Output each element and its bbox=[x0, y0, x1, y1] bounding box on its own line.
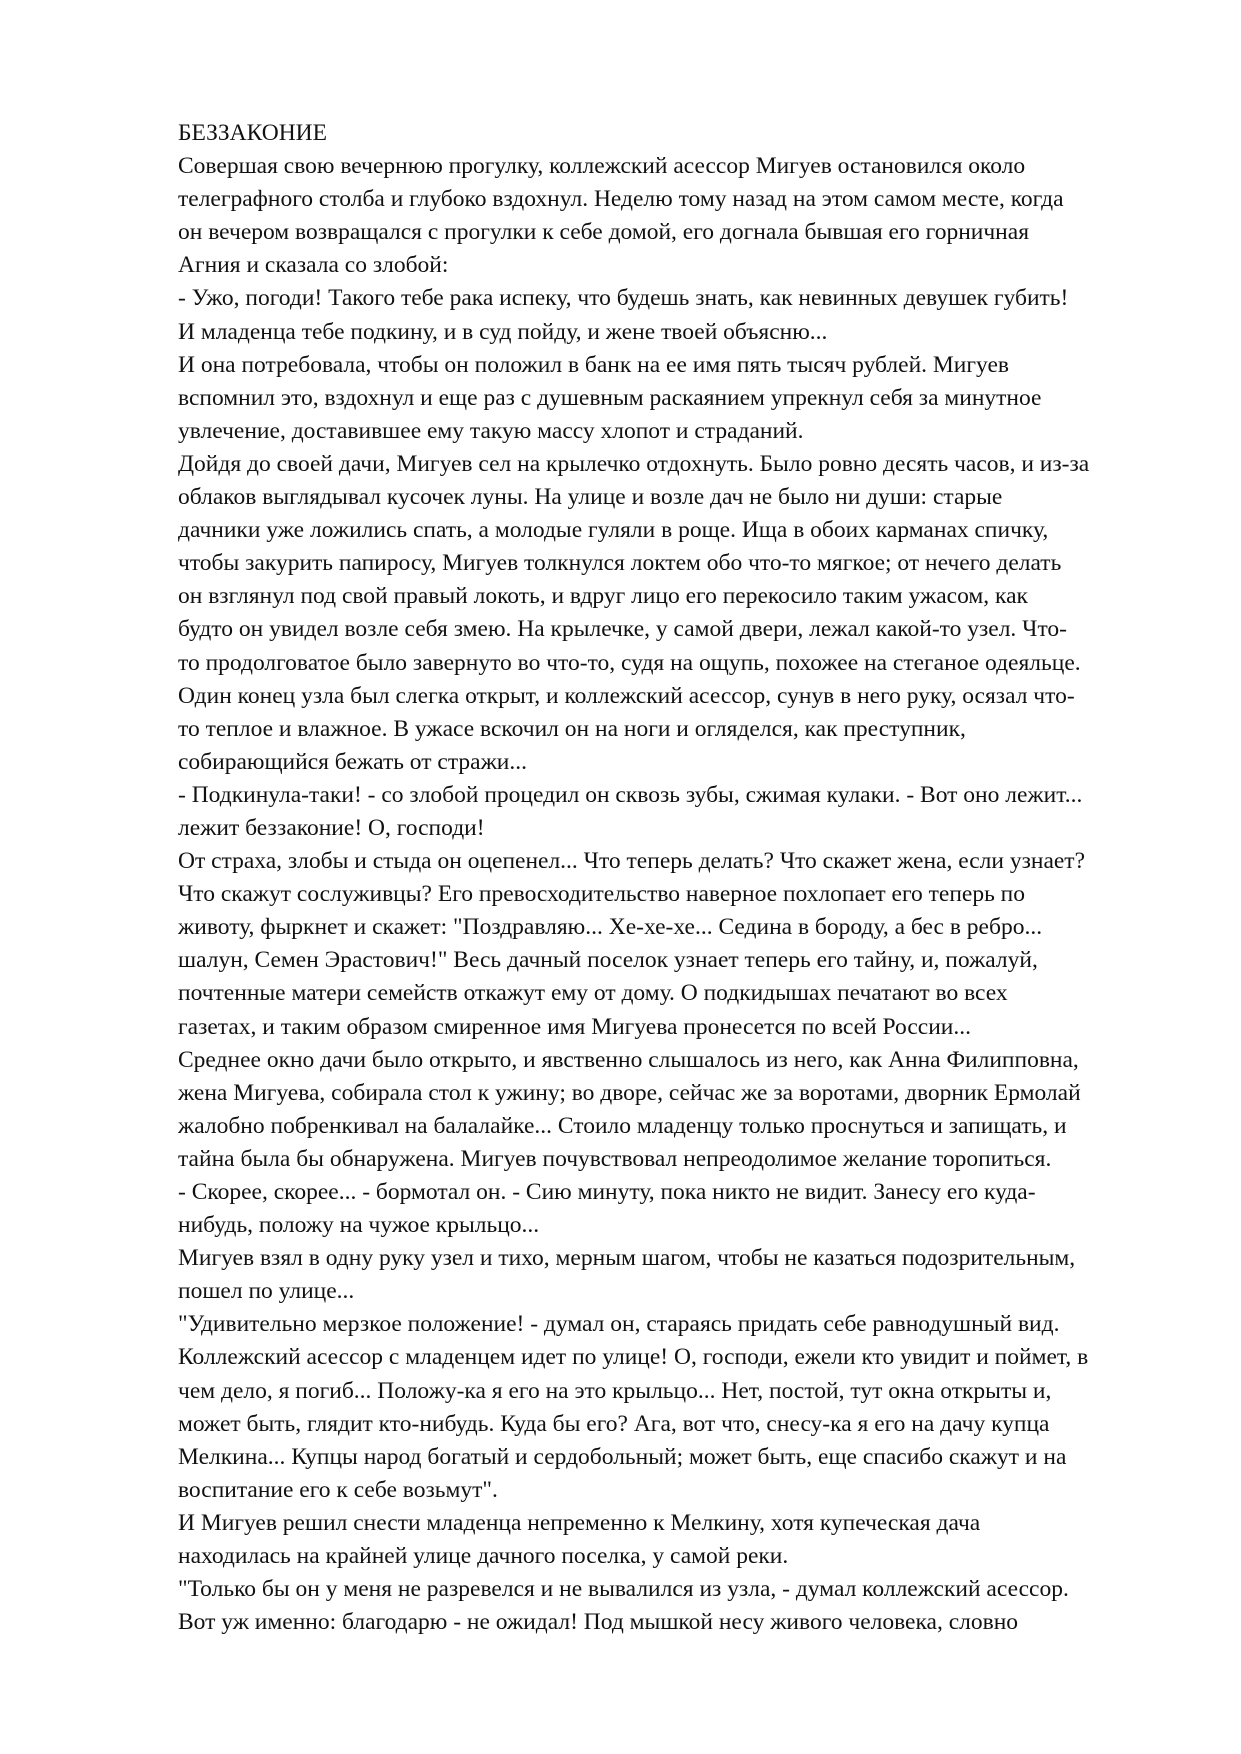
text-line: Что скажут сослуживцы? Его превосходительство наверное похлопает его теперь по bbox=[178, 881, 1025, 908]
text-line: От страха, злобы и стыда он оцепенел... Что теперь делать? Что скажет жена, если узнает? bbox=[178, 848, 1086, 875]
text-line: жалобно побренкивал на балалайке... Стоило младенцу только проснуться и запищать, и bbox=[178, 1112, 1067, 1139]
text-line: Коллежский асессор с младенцем идет по улице! О, господи, ежели кто увидит и поймет, в bbox=[178, 1344, 1089, 1371]
document-text bbox=[178, 117, 1178, 1639]
text-line: то продолговатое было завернуто во что-то, судя на ощупь, похожее на стеганое одеяльце. bbox=[178, 649, 1081, 676]
text-line: Совершая свою вечернюю прогулку, коллежский асессор Мигуев остановился около bbox=[178, 153, 1026, 180]
text-line: облаков выглядывал кусочек луны. На улице и возле дач не было ни души: старые bbox=[178, 484, 1003, 511]
text-line: "Только бы он у меня не разревелся и не вывалился из узла, - думал коллежский асессор. bbox=[178, 1576, 1069, 1603]
text-line: то теплое и влажное. В ужасе вскочил он на ноги и огляделся, как преступник, bbox=[178, 715, 966, 742]
text-line: Дойдя до своей дачи, Мигуев сел на крылечко отдохнуть. Было ровно десять часов, и из-за bbox=[178, 450, 1090, 477]
text-line: пошел по улице... bbox=[178, 1278, 355, 1305]
text-line: тайна была бы обнаружена. Мигуев почувствовал непреодолимое желание торопиться. bbox=[178, 1145, 1052, 1172]
text-line: шалун, Семен Эрастович!" Весь дачный поселок узнает теперь его тайну, и, пожалуй, bbox=[178, 947, 1038, 974]
text-line: лежит беззаконие! О, господи! bbox=[178, 814, 485, 841]
text-line: - Ужо, погоди! Такого тебе рака испеку, что будешь знать, как невинных девушек губить! bbox=[178, 285, 1069, 312]
text-line: Один конец узла был слегка открыт, и коллежский асессор, сунув в него руку, осязал что- bbox=[178, 682, 1075, 709]
text-line: газетах, и таким образом смиренное имя Мигуева пронесется по всей России... bbox=[178, 1013, 971, 1040]
text-line: почтенные матери семейств откажут ему от дому. О подкидышах печатают во всех bbox=[178, 980, 1008, 1007]
text-line: "Удивительно мерзкое положение! - думал он, стараясь придать себе равнодушный вид. bbox=[178, 1311, 1060, 1338]
text-line: собирающийся бежать от стражи... bbox=[178, 748, 528, 775]
text-line: Агния и сказала со злобой: bbox=[178, 252, 449, 279]
text-line: Среднее окно дачи было открыто, и явственно слышалось из него, как Анна Филипповна, bbox=[178, 1046, 1079, 1073]
text-line: животу, фыркнет и скажет: "Поздравляю... Хе-хе-хе... Седина в бороду, а бес в ребро... bbox=[178, 914, 1043, 941]
text-line: может быть, глядит кто-нибудь. Куда бы его? Ага, вот что, снесу-ка я его на дачу купца bbox=[178, 1410, 1050, 1437]
text-line: нибудь, положу на чужое крыльцо... bbox=[178, 1212, 540, 1239]
text-line: Мигуев взял в одну руку узел и тихо, мерным шагом, чтобы не казаться подозрительным, bbox=[178, 1245, 1076, 1272]
text-line: дачники уже ложились спать, а молодые гуляли в роще. Ища в обоих карманах спичку, bbox=[178, 517, 1049, 544]
text-line: И Мигуев решил снести младенца непременно к Мелкину, хотя купеческая дача bbox=[178, 1509, 981, 1536]
text-line: он вечером возвращался с прогулки к себе домой, его догнала бывшая его горничная bbox=[178, 219, 1030, 246]
text-line: - Подкинула-таки! - со злобой процедил он сквозь зубы, сжимая кулаки. - Вот оно лежит... bbox=[178, 781, 1083, 808]
text-line: увлечение, доставившее ему такую массу хлопот и страданий. bbox=[178, 417, 804, 444]
text-line: жена Мигуева, собирала стол к ужину; во дворе, сейчас же за воротами, дворник Ермолай bbox=[178, 1079, 1081, 1106]
text-line: вспомнил это, вздохнул и еще раз с душевным раскаянием упрекнул себя за минутное bbox=[178, 384, 1042, 411]
text-line: воспитание его к себе возьмут". bbox=[178, 1476, 498, 1503]
text-line: Мелкина... Купцы народ богатый и сердобольный; может быть, еще спасибо скажут и на bbox=[178, 1443, 1067, 1470]
text-line: - Скорее, скорее... - бормотал он. - Сию минуту, пока никто не видит. Занесу его куда- bbox=[178, 1179, 1036, 1205]
document-title: БЕЗЗАКОНИЕ bbox=[178, 120, 328, 146]
text-line: будто он увидел возле себя змею. На крылечке, у самой двери, лежал какой-то узел. Что- bbox=[178, 616, 1067, 643]
text-line: чем дело, я погиб... Положу-ка я его на это крыльцо... Нет, постой, тут окна открыты и, bbox=[178, 1377, 1052, 1404]
document-body bbox=[178, 150, 1178, 1639]
text-line: он взглянул под свой правый локоть, и вдруг лицо его перекосило таким ужасом, как bbox=[178, 583, 1028, 610]
text-line: И младенца тебе подкину, и в суд пойду, и жене твоей объясню... bbox=[178, 318, 828, 345]
text-line: чтобы закурить папиросу, Мигуев толкнулся локтем обо что-то мягкое; от нечего делать bbox=[178, 550, 1062, 577]
text-line: находилась на крайней улице дачного поселка, у самой реки. bbox=[178, 1543, 789, 1570]
text-line: телеграфного столба и глубоко вздохнул. Неделю тому назад на этом самом месте, когда bbox=[178, 186, 1064, 213]
text-line: И она потребовала, чтобы он положил в банк на ее имя пять тысяч рублей. Мигуев bbox=[178, 351, 1009, 378]
text-line: Вот уж именно: благодарю - не ожидал! Под мышкой несу живого человека, словно bbox=[178, 1609, 1019, 1636]
